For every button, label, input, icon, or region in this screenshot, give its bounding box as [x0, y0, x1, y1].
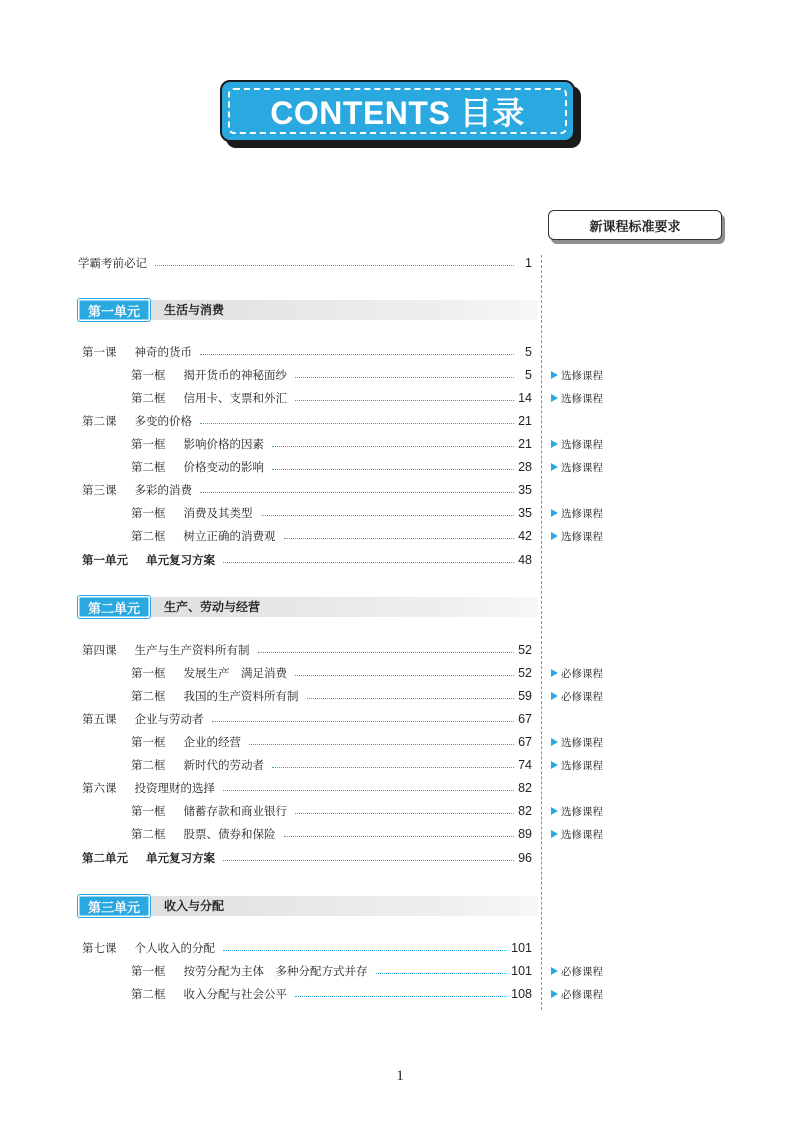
- toc-frame-row[interactable]: [131, 733, 532, 751]
- frame-title: 收入分配与社会公平: [183, 987, 287, 1001]
- frame-label: 第二框: [131, 987, 166, 1001]
- toc-entry-title: 学霸考前必记: [78, 256, 147, 270]
- unit-title: 生产、劳动与经营: [164, 600, 261, 614]
- triangle-icon: [551, 509, 558, 517]
- frame-label: 第二框: [131, 391, 166, 405]
- toc-frame-row[interactable]: [131, 756, 532, 774]
- standard-requirements-label: 新课程标准要求: [548, 210, 722, 240]
- toc-page-number: 35: [518, 483, 532, 497]
- frame-label: 第二框: [131, 460, 166, 474]
- frame-title: 企业的经营: [183, 735, 241, 749]
- frame-label: 第一框: [131, 804, 166, 818]
- leader-dots: [261, 515, 515, 516]
- frame-label: 第一框: [131, 735, 166, 749]
- leader-dots: [200, 492, 514, 493]
- unit-title: 生活与消费: [164, 303, 225, 317]
- leader-dots: [295, 996, 507, 997]
- leader-dots: [223, 860, 514, 861]
- leader-dots: [200, 423, 514, 424]
- frame-title: 发展生产 满足消费: [183, 666, 287, 680]
- leader-dots: [212, 721, 515, 722]
- frame-title: 储蓄存款和商业银行: [183, 804, 287, 818]
- frame-title: 消费及其类型: [183, 506, 253, 520]
- leader-dots: [223, 562, 514, 563]
- frame-label: 第二框: [131, 758, 166, 772]
- leader-dots: [258, 652, 515, 653]
- toc-frame-row[interactable]: [131, 825, 532, 843]
- triangle-icon: [551, 967, 558, 975]
- review-label: 第二单元: [82, 851, 128, 865]
- frame-title: 股票、债券和保险: [183, 827, 276, 841]
- unit-header-3: [78, 896, 538, 916]
- leader-dots: [249, 744, 514, 745]
- toc-page-number: 21: [518, 437, 532, 451]
- frame-title: 信用卡、支票和外汇: [183, 391, 287, 405]
- course-type-marker: 选修课程: [551, 756, 603, 774]
- triangle-icon: [551, 463, 558, 471]
- toc-course-row[interactable]: [82, 343, 532, 361]
- triangle-icon: [551, 807, 558, 815]
- unit-header-1: [78, 300, 538, 320]
- toc-course-row[interactable]: [82, 412, 532, 430]
- toc-page-number: 48: [518, 553, 532, 567]
- leader-dots: [272, 767, 514, 768]
- leader-dots: [155, 265, 514, 266]
- triangle-icon: [551, 830, 558, 838]
- course-type-marker: 必修课程: [551, 962, 603, 980]
- unit-tag: 第三单元: [78, 895, 150, 917]
- toc-page-number: 101: [511, 941, 532, 955]
- unit-tag: 第二单元: [78, 596, 150, 618]
- course-type-marker: 选修课程: [551, 366, 603, 384]
- course-title: 神奇的货币: [134, 345, 192, 359]
- toc-course-row[interactable]: [82, 710, 532, 728]
- toc-page-number: 67: [518, 712, 532, 726]
- standards-divider: [541, 255, 542, 1010]
- toc-page-number: 101: [511, 964, 532, 978]
- toc-page-number: 52: [518, 643, 532, 657]
- triangle-icon: [551, 692, 558, 700]
- toc-page-number: 89: [518, 827, 532, 841]
- leader-dots: [223, 790, 514, 791]
- course-title: 企业与劳动者: [134, 712, 204, 726]
- toc-page-number: 82: [518, 804, 532, 818]
- toc-page-number: 96: [518, 851, 532, 865]
- course-type-marker: 选修课程: [551, 527, 603, 545]
- toc-page-number: 67: [518, 735, 532, 749]
- course-label: 第七课: [82, 941, 117, 955]
- frame-title: 价格变动的影响: [183, 460, 264, 474]
- toc-page-number: 28: [518, 460, 532, 474]
- toc-page-number: 82: [518, 781, 532, 795]
- toc-unit-review-row[interactable]: [82, 551, 532, 569]
- toc-page-number: 108: [511, 987, 532, 1001]
- frame-label: 第一框: [131, 964, 166, 978]
- unit-title: 收入与分配: [164, 899, 225, 913]
- course-label: 第四课: [82, 643, 117, 657]
- toc-frame-row[interactable]: [131, 389, 532, 407]
- leader-dots: [307, 698, 515, 699]
- frame-label: 第二框: [131, 827, 166, 841]
- course-type-marker: 选修课程: [551, 802, 603, 820]
- triangle-icon: [551, 761, 558, 769]
- leader-dots: [284, 538, 515, 539]
- course-type-marker: 必修课程: [551, 687, 603, 705]
- course-title: 生产与生产资料所有制: [134, 643, 250, 657]
- toc-frame-row[interactable]: [131, 435, 532, 453]
- toc-frame-row[interactable]: [131, 962, 532, 980]
- contents-banner: [220, 80, 575, 142]
- toc-page-number: 21: [518, 414, 532, 428]
- course-title: 投资理财的选择: [134, 781, 215, 795]
- toc-course-row[interactable]: [82, 641, 532, 659]
- frame-title: 影响价格的因素: [183, 437, 264, 451]
- leader-dots: [272, 469, 514, 470]
- toc-page-number: 5: [525, 368, 532, 382]
- course-title: 多彩的消费: [134, 483, 192, 497]
- unit-tag: 第一单元: [78, 299, 150, 321]
- toc-frame-row[interactable]: [131, 504, 532, 522]
- course-type-marker: 选修课程: [551, 825, 603, 843]
- toc-frame-row[interactable]: [131, 802, 532, 820]
- triangle-icon: [551, 394, 558, 402]
- frame-label: 第一框: [131, 437, 166, 451]
- course-type-marker: 必修课程: [551, 985, 603, 1003]
- leader-dots: [295, 377, 514, 378]
- course-type-marker: 必修课程: [551, 664, 603, 682]
- course-label: 第一课: [82, 345, 117, 359]
- triangle-icon: [551, 440, 558, 448]
- toc-page-number: 52: [518, 666, 532, 680]
- frame-label: 第二框: [131, 529, 166, 543]
- toc-frame-row[interactable]: [131, 458, 532, 476]
- review-title: 单元复习方案: [146, 553, 215, 567]
- course-title: 多变的价格: [134, 414, 192, 428]
- toc-frame-row[interactable]: [131, 664, 532, 682]
- triangle-icon: [551, 990, 558, 998]
- frame-label: 第一框: [131, 368, 166, 382]
- leader-dots: [284, 836, 515, 837]
- frame-label: 第二框: [131, 689, 166, 703]
- leader-dots: [200, 354, 514, 355]
- frame-title: 树立正确的消费观: [183, 529, 276, 543]
- review-label: 第一单元: [82, 553, 128, 567]
- course-type-marker: 选修课程: [551, 458, 603, 476]
- leader-dots: [295, 813, 514, 814]
- review-title: 单元复习方案: [146, 851, 215, 865]
- course-label: 第五课: [82, 712, 117, 726]
- leader-dots: [295, 400, 514, 401]
- toc-frame-row[interactable]: [131, 687, 532, 705]
- toc-page-number: 42: [518, 529, 532, 543]
- leader-dots: [272, 446, 514, 447]
- page-number: 1: [396, 1068, 404, 1084]
- frame-title: 按劳分配为主体 多种分配方式并存: [183, 964, 368, 978]
- triangle-icon: [551, 669, 558, 677]
- frame-label: 第一框: [131, 666, 166, 680]
- toc-frame-row[interactable]: [131, 366, 532, 384]
- toc-page-number: 59: [518, 689, 532, 703]
- course-type-marker: 选修课程: [551, 435, 603, 453]
- frame-title: 揭开货币的神秘面纱: [183, 368, 287, 382]
- toc-frame-row[interactable]: [131, 985, 532, 1003]
- frame-title: 我国的生产资料所有制: [183, 689, 299, 703]
- toc-course-row[interactable]: [82, 481, 532, 499]
- leader-dots: [376, 973, 508, 974]
- toc-page-number: 1: [525, 256, 532, 270]
- course-type-marker: 选修课程: [551, 504, 603, 522]
- toc-page-number: 35: [518, 506, 532, 520]
- triangle-icon: [551, 371, 558, 379]
- leader-dots: [295, 675, 514, 676]
- unit-header-2: [78, 597, 538, 617]
- triangle-icon: [551, 532, 558, 540]
- toc-frame-row[interactable]: [131, 527, 532, 545]
- course-label: 第六课: [82, 781, 117, 795]
- toc-unit-review-row[interactable]: [82, 849, 532, 867]
- triangle-icon: [551, 738, 558, 746]
- toc-page-number: 14: [518, 391, 532, 405]
- course-type-marker: 选修课程: [551, 733, 603, 751]
- toc-entry-top[interactable]: [78, 254, 532, 272]
- toc-course-row[interactable]: [82, 779, 532, 797]
- frame-title: 新时代的劳动者: [183, 758, 264, 772]
- contents-title: CONTENTS 目录: [228, 88, 567, 134]
- course-label: 第三课: [82, 483, 117, 497]
- course-label: 第二课: [82, 414, 117, 428]
- leader-dots: [223, 950, 507, 951]
- toc-page-number: 74: [518, 758, 532, 772]
- course-title: 个人收入的分配: [134, 941, 215, 955]
- frame-label: 第一框: [131, 506, 166, 520]
- course-type-marker: 选修课程: [551, 389, 603, 407]
- toc-page-number: 5: [525, 345, 532, 359]
- toc-course-row[interactable]: [82, 939, 532, 957]
